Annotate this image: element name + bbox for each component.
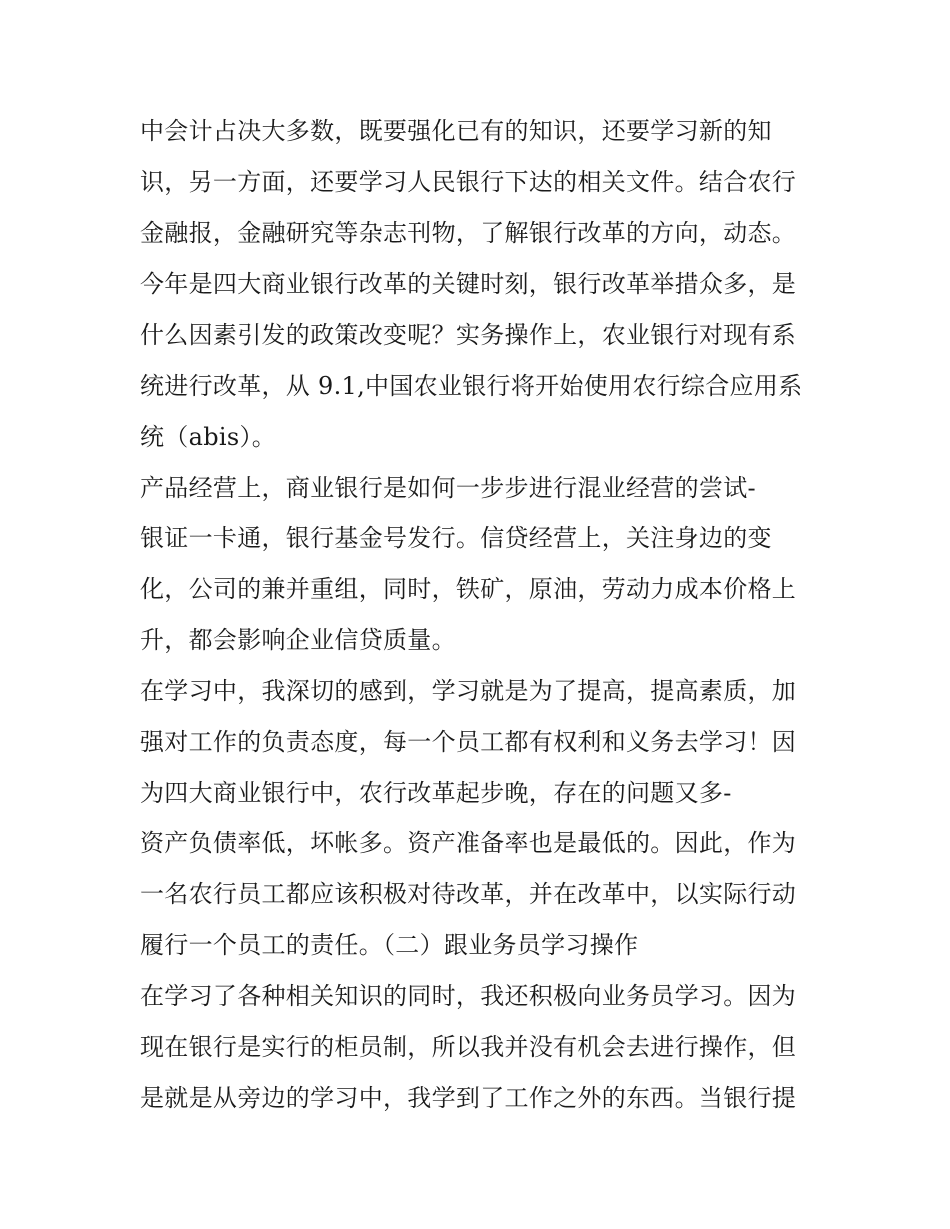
text-line: 化，公司的兼并重组，同时，铁矿，原油，劳动力成本价格上 [140, 575, 797, 603]
text-line: 为四大商业银行中，农行改革起步晚，存在的问题又多- [140, 779, 732, 807]
text-line: 是就是从旁边的学习中，我学到了工作之外的东西。当银行提 [140, 1084, 797, 1112]
text-line: 强对工作的负责态度，每一个员工都有权利和义务去学习！因 [140, 728, 797, 756]
text-line: 履行一个员工的责任。（二）跟业务员学习操作 [140, 931, 639, 959]
text-line: 在学习了各种相关知识的同时，我还积极向业务员学习。因为 [140, 982, 797, 1010]
text-line: 什么因素引发的政策改变呢？实务操作上，农业银行对现有系 [140, 321, 797, 349]
text-line: 金融报，金融研究等杂志刊物，了解银行改革的方向，动态。 [140, 219, 797, 247]
text-line: 升，都会影响企业信贷质量。 [140, 626, 456, 654]
text-line: 统进行改革，从 9.1,中国农业银行将开始使用农行综合应用系 [140, 372, 803, 400]
document-body [140, 106, 830, 1124]
text-line: 银证一卡通，银行基金号发行。信贷经营上，关注身边的变 [140, 524, 772, 552]
text-line: 今年是四大商业银行改革的关键时刻，银行改革举措众多，是 [140, 270, 797, 298]
text-line: 在学习中，我深切的感到，学习就是为了提高，提高素质，加 [140, 677, 797, 705]
text-line: 现在银行是实行的柜员制，所以我并没有机会去进行操作，但 [140, 1033, 797, 1061]
text-line: 产品经营上，商业银行是如何一步步进行混业经营的尝试- [140, 474, 756, 502]
text-line: 资产负债率低，坏帐多。资产准备率也是最低的。因此，作为 [140, 829, 797, 857]
text-line: 一名农行员工都应该积极对待改革，并在改革中，以实际行动 [140, 880, 797, 908]
text-line: 识，另一方面，还要学习人民银行下达的相关文件。结合农行 [140, 168, 797, 196]
text-line: 统（abis）。 [140, 423, 277, 451]
text-line: 中会计占决大多数，既要强化已有的知识，还要学习新的知 [140, 117, 772, 145]
